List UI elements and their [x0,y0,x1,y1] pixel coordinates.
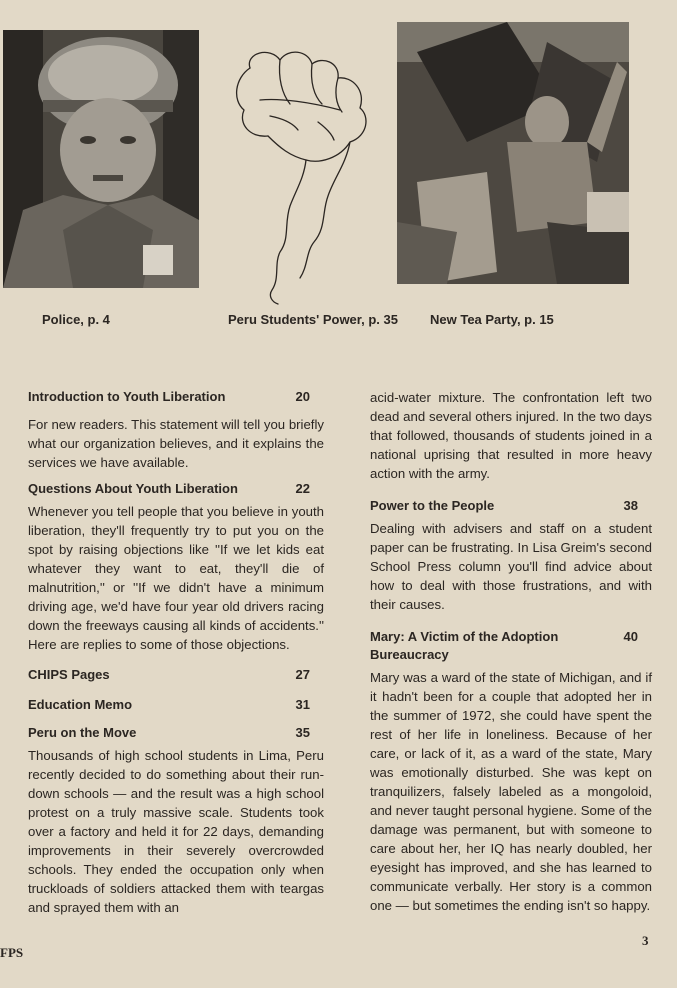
entry-title: CHIPS Pages [28,667,110,682]
entry-page: 22 [295,481,310,496]
toc-entry-mary [370,628,652,915]
raised-fist-drawing [210,38,380,308]
entry-title: Introduction to Youth Liberation [28,389,226,404]
entry-description: Whenever you tell people that you believe in youth liberation, they'll frequently try to put you on the spot by raising objections like ''If we let kids eat whatever they want to eat, they'll die of malnutrition,'' or ''If we didn't have a minimum driving age, we'd have four year old drivers racing down the freeways causing all kinds of accidents.'' Here are replies to some of those objections. [28,504,324,652]
entry-page: 35 [295,725,310,740]
tea-party-painting [397,22,629,284]
entry-title: Mary: A Victim of the Adoption Bureaucracy [370,629,559,662]
page-number: 3 [642,933,649,948]
footer-fps: FPS [0,945,24,960]
entry-title: Questions About Youth Liberation [28,481,238,496]
caption-police: Police, p. 4 [42,312,110,327]
entry-description: Mary was a ward of the state of Michigan, and if it hadn't been for a couple that adopted her in the summer of 1972, she could have spent the rest of her life in loneliness. Because of her care, or lack of it, as a ward of the state, Mary was emotionally disturbed. She was kept on tranquilizers, falsely labeled as a mongoloid, and never taught personal hygiene. Some of the damage was permanent, but with someone to care about her, her IQ has nearly doubled, her eyesight has improved, and she has learned to communicate verbally. Her story is a common one — but sometimes the ending isn't so happy. [370,670,652,913]
entry-page: 20 [295,389,310,404]
toc-entry-chips [28,666,324,684]
toc-left-column [28,388,324,917]
toc-entry-peru [28,724,324,917]
caption-peru: Peru Students' Power, p. 35 [228,312,398,327]
toc-entry-power [370,497,652,614]
entry-title: Peru on the Move [28,725,137,740]
entry-description: Thousands of high school students in Lima, Peru recently decided to do something about their run-down schools — and the result was a high school protest on a truly massive scale. Students took over a factory and held it for 22 days, demanding improvements in their severely overcrowded schools. They ended the occupation only when truckloads of soldiers attacked them with teargas and sprayed them with an [28,748,324,915]
entry-page: 40 [623,629,638,644]
caption-tea-party: New Tea Party, p. 15 [430,312,554,327]
toc-entry-education [28,696,324,714]
peru-continued-text: acid-water mixture. The confrontation left two dead and several others injured. In the two days that followed, thousands of students joined in a national uprising that resulted in more heavy action with the army. [370,390,652,481]
entry-page: 31 [295,697,310,712]
entry-description: For new readers. This statement will tell you briefly what our organization believes, and it explains the services we have available. [28,417,324,470]
toc-entry-introduction [28,388,324,472]
entry-page: 38 [623,498,638,513]
entry-description: Dealing with advisers and staff on a student paper can be frustrating. In Lisa Greim's second School Press column you'll find advice about how to deal with those frustrations, and with their causes. [370,521,652,612]
entry-title: Education Memo [28,697,133,712]
entry-page: 27 [295,667,310,682]
police-photo [3,30,199,288]
toc-right-column [370,388,652,915]
entry-title: Power to the People [370,498,495,513]
toc-entry-questions [28,480,324,654]
